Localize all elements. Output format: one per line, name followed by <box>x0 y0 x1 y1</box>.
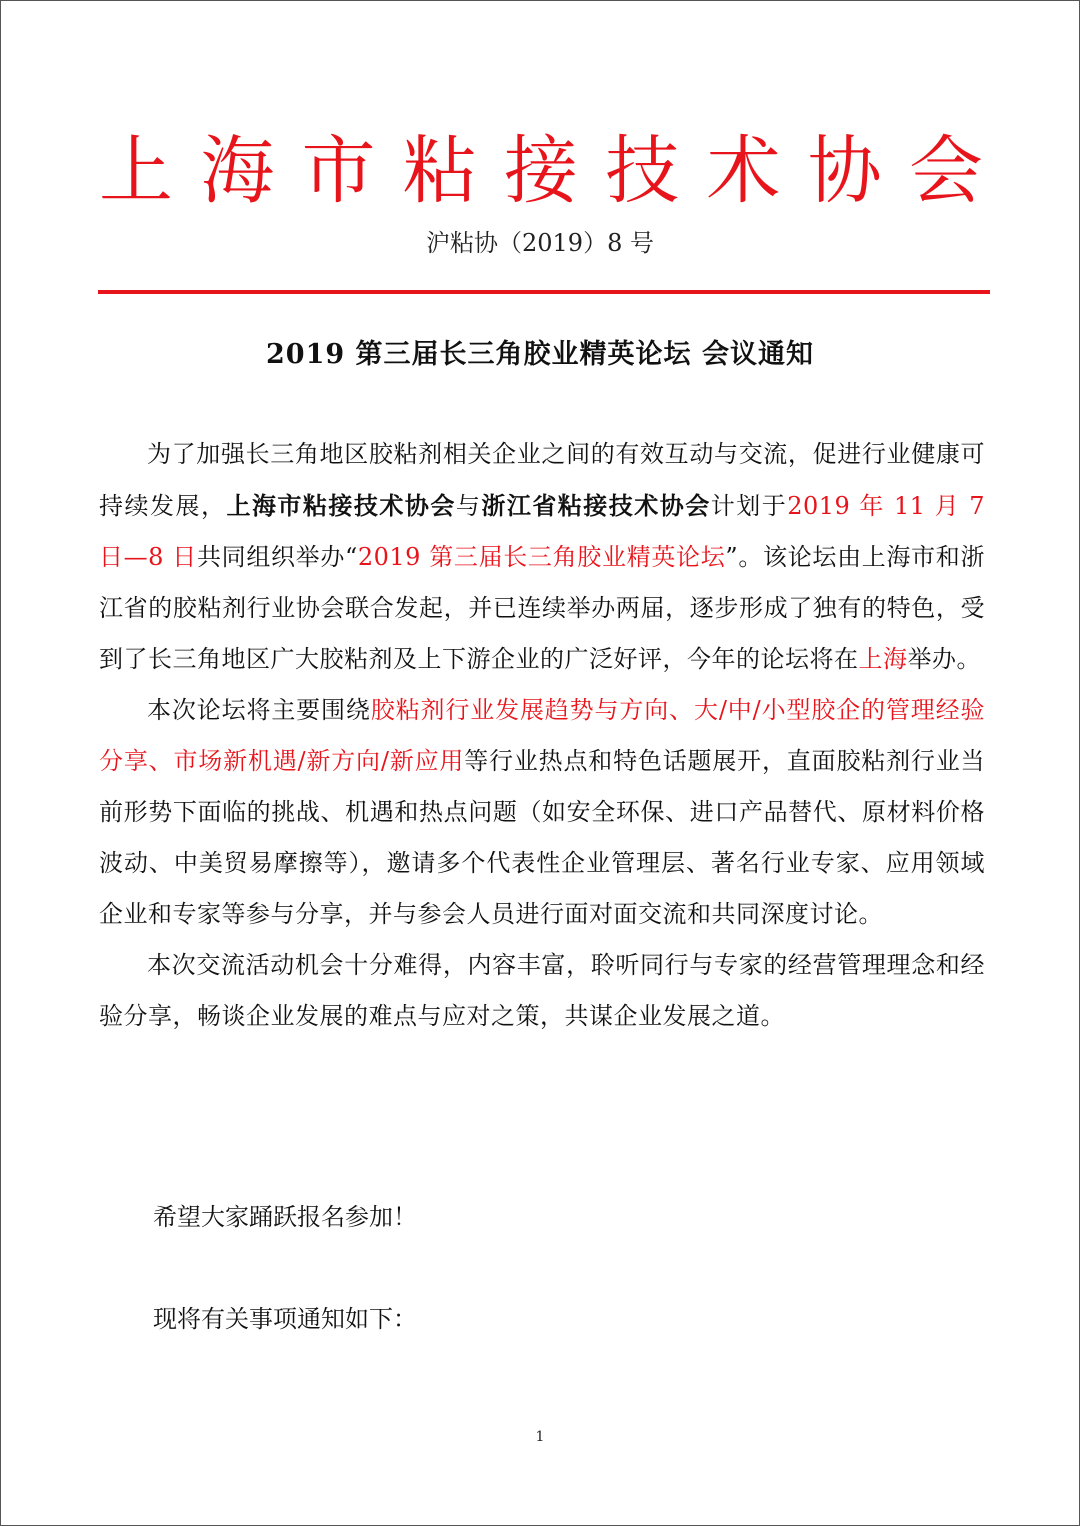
paragraph-value: 本次交流活动机会十分难得，内容丰富，聆听同行与专家的经营管理理念和经验分享，畅谈企业发展的难点与应对之策，共谋企业发展之道。 <box>99 951 985 1030</box>
org-char: 协 <box>807 128 882 214</box>
org-char: 会 <box>909 128 983 214</box>
text-run: 等行业热点和特色话题展开，直面胶粘剂行业当前形势下面临的挑战、机遇和热点问题（如安全环保、进口产品替代、原材料价格波动、中美贸易摩擦等），邀请多个代表性企业管理层、著名行业专家、应用领域企业和专家等参与分享，并与参会人员进行面对面交流和共同深度讨论。 <box>99 747 986 928</box>
text-run: 与 <box>455 492 482 520</box>
org-name-shanghai: 上海市粘接技术协会 <box>226 491 456 520</box>
org-char: 术 <box>706 128 781 214</box>
event-date: 2019 年 11 月 7 日—8 日 <box>99 492 986 571</box>
text-run: ”。该论坛由上海市和浙江省的胶粘剂行业协会联合发起，并已连续举办两届，逐步形成了独有的特色，受到了长三角地区广大胶粘剂及上下游企业的广泛好评，今年的论坛将在 <box>99 543 985 673</box>
paragraph-intro <box>99 429 985 685</box>
page-number: 1 <box>535 1429 545 1445</box>
org-name-zhejiang: 浙江省粘接技术协会 <box>481 491 711 520</box>
organization-header <box>99 129 983 213</box>
notice-intro: 现将有关事项通知如下： <box>153 1305 417 1333</box>
org-char: 技 <box>605 128 680 214</box>
org-char: 市 <box>301 128 376 214</box>
paragraph-topics <box>99 685 985 940</box>
forum-name: 2019 第三届长三角胶业精英论坛 <box>357 543 726 571</box>
event-city: 上海 <box>858 645 908 673</box>
call-to-register: 希望大家踊跃报名参加！ <box>153 1203 417 1231</box>
org-char: 海 <box>200 128 275 214</box>
org-char: 粘 <box>402 128 477 214</box>
document-title: 2019 第三届长三角胶业精英论坛 会议通知 <box>266 339 814 370</box>
text-run: 为了加强长三角地区胶粘剂相关企业之间的有效互动与交流，促进行业健康可持续发展， <box>99 440 985 520</box>
text-run: 本次论坛将主要围绕 <box>147 696 371 724</box>
org-char: 接 <box>504 128 578 214</box>
text-run: 计划于 <box>710 492 788 520</box>
document-number: 沪粘协（2019）8 号 <box>426 229 654 257</box>
org-char: 上 <box>99 128 173 214</box>
text-run: 共同组织举办“ <box>196 543 358 571</box>
document-body <box>99 429 985 1042</box>
header-divider <box>98 290 990 294</box>
forum-topics: 胶粘剂行业发展趋势与方向、大/中/小型胶企的管理经验分享、市场新机遇/新方向/新应用 <box>99 696 986 775</box>
text-run: 举办。 <box>907 645 981 673</box>
